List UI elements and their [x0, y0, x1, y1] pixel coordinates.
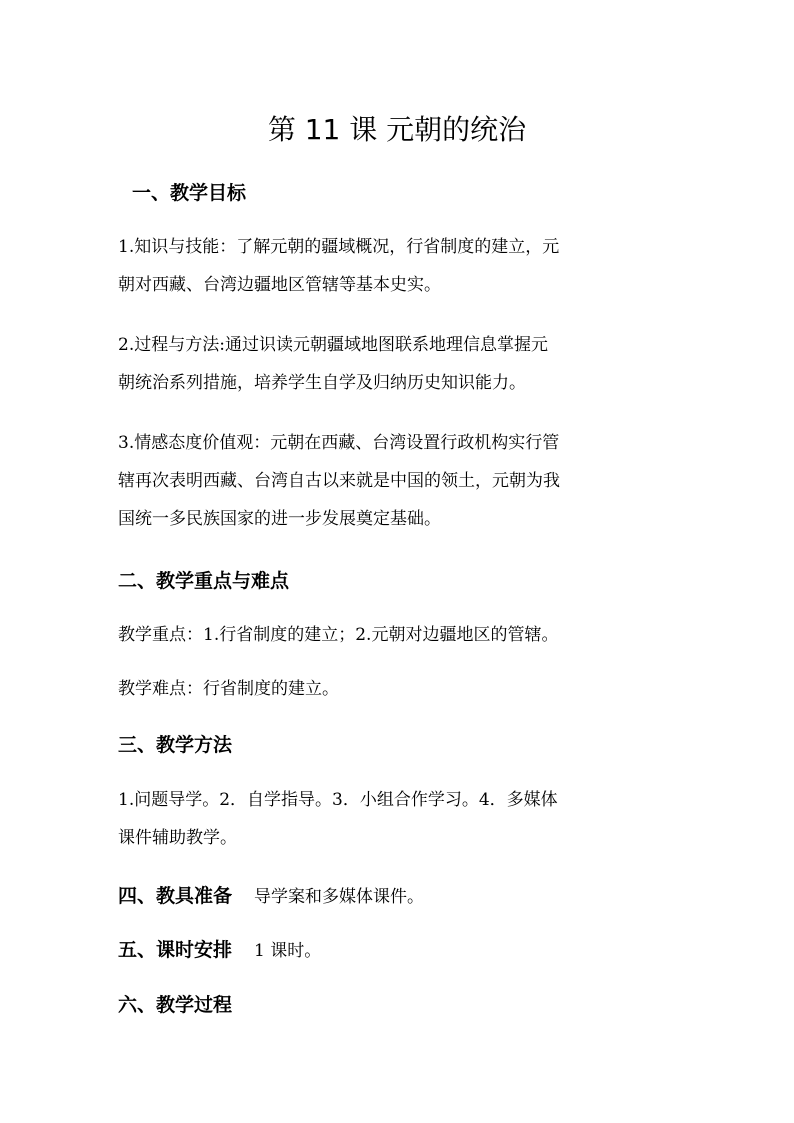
section-heading-objectives: 一、教学目标 [132, 182, 247, 204]
paragraph-line: 教学重点：1.行省制度的建立；2.元朝对边疆地区的管辖。 [118, 625, 559, 645]
paragraph-line: 2.过程与方法:通过识读元朝疆域地图联系地理信息掌握元 [118, 335, 548, 355]
section-heading-methods: 三、教学方法 [118, 734, 233, 756]
schedule-text: 1 课时。 [254, 941, 322, 961]
teaching-aids-text: 导学案和多媒体课件。 [254, 887, 425, 907]
section-heading-key-points: 二、教学重点与难点 [118, 570, 290, 592]
paragraph-line: 朝统治系列措施，培养学生自学及归纳历史知识能力。 [118, 373, 526, 393]
methods-paragraph [118, 781, 678, 857]
section-heading-schedule: 五、课时安排 [118, 939, 233, 961]
paragraph-line: 3.情感态度价值观：元朝在西藏、台湾设置行政机构实行管 [118, 433, 560, 453]
paragraph-line: 国统一多民族国家的进一步发展奠定基础。 [118, 509, 441, 529]
objective-process [118, 326, 678, 402]
section-teaching-aids [118, 883, 424, 910]
objective-knowledge [118, 228, 678, 304]
key-point-paragraph [118, 616, 678, 654]
paragraph-line: 辖再次表明西藏、台湾自古以来就是中国的领土，元朝为我 [118, 471, 560, 491]
section-heading-teaching-aids: 四、教具准备 [118, 885, 233, 907]
paragraph-line: 朝对西藏、台湾边疆地区管辖等基本史实。 [118, 275, 441, 295]
section-schedule [118, 937, 321, 964]
paragraph-line: 1.问题导学。2．自学指导。3．小组合作学习。4．多媒体 [118, 790, 558, 810]
paragraph-line: 1.知识与技能：了解元朝的疆域概况，行省制度的建立，元 [118, 237, 560, 257]
paragraph-line: 课件辅助教学。 [118, 828, 237, 848]
paragraph-line: 教学难点：行省制度的建立。 [118, 679, 339, 699]
page-title: 第 11 课 元朝的统治 [267, 113, 527, 146]
section-heading-process: 六、教学过程 [118, 994, 233, 1016]
objective-attitude [118, 424, 678, 538]
difficult-point-paragraph [118, 670, 678, 708]
